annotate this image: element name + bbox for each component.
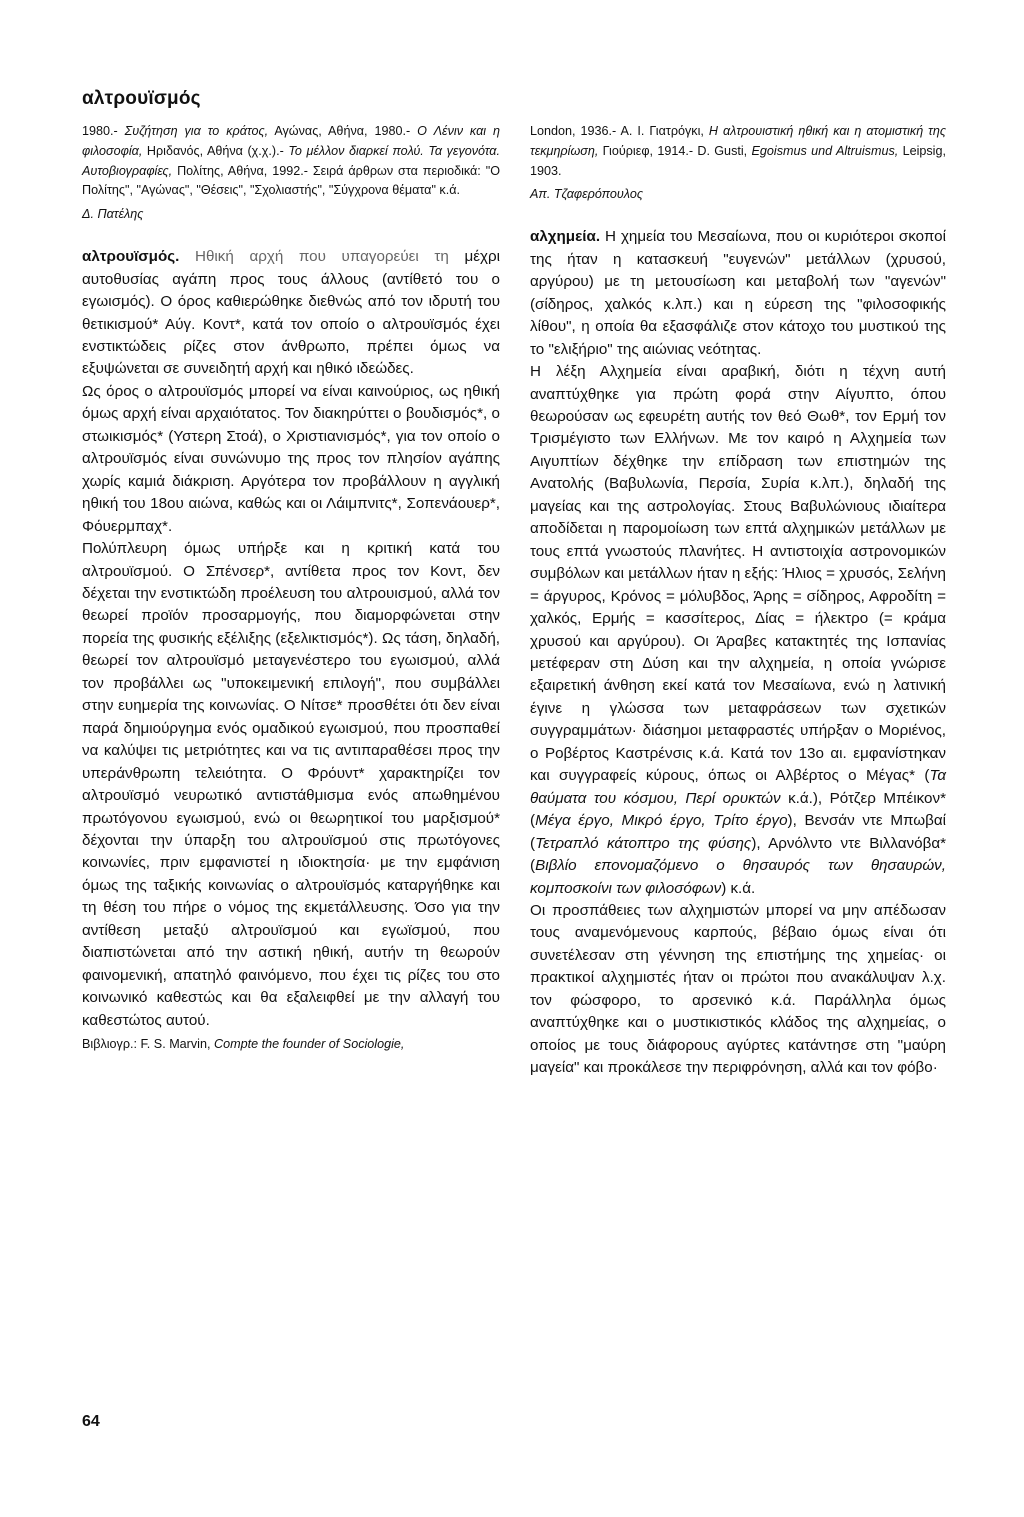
- text-run: ) κ.ά.: [721, 879, 756, 897]
- italic-title: Τετραπλό κάτοπτρο της φύσης: [535, 834, 752, 852]
- right-column: [530, 122, 946, 1080]
- bibliography: [82, 1034, 500, 1054]
- entry-paragraph: Ως όρος ο αλτρουϊσμός μπορεί να είναι καινούριος, ως ηθική όμως αρχή είναι αρχαιότατος. Τον διακηρύττει ο βουδισμός*, ο στωικισμός* (Υστερη Στοά), ο Χριστιανισμός*, για τον οποίο ο αλτρουϊσμός είναι συνώνυμο της προς τον πλησίον αγάπης χωρίς καμιά διάκριση. Αργότερα τον προβάλλουν η αγγλική ηθική του 18ου αιώνα, καθώς και οι Λάιμπνιτς*, Σοπενάουερ*, Φόυερμπαχ*.: [82, 382, 500, 535]
- entry-paragraph-text: Η λέξη Αλχημεία είναι αραβική, διότι η τέχνη αυτή αναπτύχθηκε για πρώτη φορά στην Αίγυπτο, όπου θεωρούσαν ως εφευρέτη αυτής τον θεό Θωθ*, τον Ερμή τον Τρισμέγιστο των Ελλήνων. Με τον καιρό η Αλχημεία των Αιγυπτίων δέχθηκε την επίδραση των επιστημών της Ανατολής (Βαβυλωνία, Περσία, Συρία κ.λπ.), δηλαδή της μαγείας και της αστρολογίας. Στους Βαβυλώνιους ιδιαίτερα αποδίδεται η παρομοίωση των επτά αλχημικών μετάλλων με τους επτά γνωστούς πλανήτες. Η αντιστοιχία αστρονομικών συμβόλων και μετάλλων ήταν η εξής: Ήλιος = χρυσός, Σελήνη = άργυρος, Κρόνος = μόλυβδος, Άρης = σίδηρος, Αφροδίτη = χαλκός, Ερμής = κασσίτερος, Δίας = ήλεκτρο (= κράμα χρυσού και αργύρου). Οι Άραβες κατακτητές της Ισπανίας μετέφεραν στη Δύση και την αλχημεία, η οποία γνώρισε εξαιρετική άνθηση εκεί κατά τον Μεσαίωνα, ενώ η λατινική έγινε η γλώσσα των μεταφράσεων των σχετικών συγγραμμάτων· διάσημοι μεταφραστές υπήρξαν ο Μοριένος, ο Ροβέρτος Καστρένσις κ.ά. Κατά τον 13ο αι. εμφανίστηκαν και συγγραφείς κύρους, όπως οι Αλβέρτος ο Μέγας* (: [530, 363, 946, 785]
- entry-paragraph: [530, 361, 946, 900]
- italic-title: Τα θαύματα του κόσμου, Περί ορυκτών: [530, 767, 946, 807]
- page-header-title: αλτρουϊσμός: [82, 88, 201, 109]
- text-run: Γιούριεφ, 1914.- D. Gusti,: [598, 143, 752, 158]
- author-signature: Απ. Τζαφερόπουλος: [530, 187, 643, 202]
- entry-paragraph: Οι προσπάθειες των αλχημιστών μπορεί να μην απέδωσαν τους αναμενόμενους καρπούς, βέβαιο όμως είναι ότι συνετέλεσαν στη γέννηση της επιστήμης της χημείας· οι πρακτικοί αλχημιστές ήταν οι πρώτοι που ανακάλυψαν λ.χ. τον φώσφορο, το αρσενικό κ.ά. Παράλληλα όμως αναπτύχθηκε και ο μυστικιστικός κλάδος της αλχημείας, ο οποίος με τους διάφορους αγύρτες κατάντησε στη "μαύρη μαγεία" και προκάλεσε την περιφρόνηση, αλλά και τον φόβο·: [530, 901, 946, 1077]
- text-run: 1980.-: [82, 124, 125, 138]
- italic-title: Compte the founder of Sociologie,: [213, 1037, 405, 1052]
- entry-lemma: αλτρουϊσμός.: [82, 248, 180, 266]
- italic-title: Μέγα έργο, Μικρό έργο, Τρίτο έργο: [535, 812, 788, 830]
- italic-title: Egoismus und Altruismus,: [751, 143, 899, 158]
- right-references: [530, 122, 946, 181]
- entry-paragraph-continuation: [530, 767, 946, 896]
- text-run: Αγώνας, Αθήνα, 1980.-: [268, 124, 418, 138]
- text-run: Ηριδανός, Αθήνα (χ.χ.).-: [142, 143, 289, 158]
- italic-title: Συζήτηση για το κράτος,: [124, 124, 269, 138]
- italic-title: Η αλτρουιστική ηθική και η ατομιστική της τεκμηρίωση,: [530, 124, 947, 158]
- entry-altruism: [82, 246, 500, 381]
- text-run: London, 1936.- A. I. Γιατρόγκι,: [530, 124, 709, 138]
- entry-paragraph: Η χημεία του Μεσαίωνα, που οι κυριότεροι σκοποί της ήταν η κατασκευή "ευγενών" μετάλλων (χρυσού, αργύρου) με τη μετουσίωση και μεταβολή των "αγενών" (σίδηρος, χαλκός κ.λπ.) και η εύρεση της "φιλοσοφικής λίθου", η οποία θα εξασφάλιζε στον κάτοχο του μυστικού της το "ελιξήριο" της αιώνιας νεότητας.: [530, 228, 946, 358]
- entry-paragraph: μέχρι αυτοθυσίας αγάπη προς τους άλλους (αντίθετό του ο εγωισμός). Ο όρος καθιερώθηκε διεθνώς από τον ιδρυτή του θετικισμού* Αύγ. Κοντ*, κατά τον οποίο ο αλτρουϊσμός έχει ενστικτώδεις ρίζες στον άνθρωπο, πρέπει όμως να εξυψώνεται σε συνειδητή αρχή και ηθικό ιδεώδες.: [82, 248, 500, 378]
- left-column: [82, 122, 500, 1054]
- text-run: ), Αρνόλντο ντε Βιλλανόβα* (: [530, 834, 947, 875]
- text-run: ), Βενσάν ντε Μπωβαί (: [530, 812, 946, 852]
- entry-paragraph: Πολύπλευρη όμως υπήρξε και η κριτική κατά του αλτρουϊσμού. Ο Σπένσερ*, αντίθετα προς τον Κοντ, δεν δέχεται την ενστικτώδη προέλευση του αλτρουισμού, αλλά τον θεωρεί προϊόν προσαρμογής, που διαμορφώνεται στην πορεία της φυσικής εξέλιξης (εξελικτισμός*). Ως τάση, δηλαδή, θεωρεί τον αλτρουϊσμό μεταγενέστερο του εγωισμού, αλλά τον προβάλλει ως "υποκειμενική επιλογή", που συμβάλλει στην ευημερία της κοινωνίας. Ο Νίτσε* προσθέτει ότι δεν είναι παρά δημιούργημα ενός ομαδικού εγωισμού, που προσπαθεί να καλύψει τις μετριότητες και να τις αντιπαραθέσει προς την υπεράνθρωπη τελειότητα. Ο Φρόυντ* χαρακτηρίζει τον αλτρουϊσμό νευρωτικό αντιστάθμισμα ενός απωθημένου πρωτόγονου εγωισμού, ενώ οι θεωρητικοί του μαρξισμού* δέχονται την ύπαρξη του αλτρουϊσμού στις πρωτόγονες κοινωνίες, πριν εμφανιστεί η ιδιοκτησία· με την εμφάνιση όμως της ταξικής κοινωνίας ο αλτρουϊσμός καταργήθηκε και τη θέση του πήρε ο νόμος της εκμετάλλευσης. Όσο για την αντίθεση μεταξύ αλτρουϊσμού και εγωϊσμού, που διαπιστώνεται από την αστική ηθική, αυτήν τη θεωρούν φαινομενική, απατηλό φαινόμενο, που έχει τις ρίζες του στο κοινωνικό καθεστώς και θα εξαλειφθεί με την αλλαγή του καθεστώτος αυτού.: [82, 540, 500, 1029]
- entry-alchemy: [530, 226, 946, 361]
- text-run: Πολίτης, Αθήνα, 1992.- Σειρά άρθρων στα περιοδικά: "Ο Πολίτης", "Αγώνας", "Θέσεις", "Σχολιαστής", "Σύγχρονα θέματα" κ.ά.: [82, 163, 500, 198]
- text-run: Βιβλιογρ.: F. S. Marvin,: [82, 1037, 214, 1052]
- author-signature: Δ. Πατέλης: [82, 207, 144, 222]
- page-number: 64: [82, 1413, 100, 1430]
- italic-title: Βιβλίο επονομαζόμενο ο θησαυρός των θησαυρών, κομποσκοίνι των φιλοσόφων: [530, 857, 946, 897]
- entry-first-words: Ηθική αρχή που υπαγορεύει τη: [179, 248, 449, 266]
- italic-title: Το μέλλον διαρκεί πολύ. Τα γεγονότα. Αυτοβιογραφίες,: [82, 143, 500, 178]
- left-references: [82, 122, 500, 201]
- text-run: κ.ά.), Ρότζερ Μπέικον* (: [530, 789, 946, 830]
- italic-title: Ο Λένιν και η φιλοσοφία,: [82, 124, 501, 158]
- entry-lemma: αλχημεία.: [530, 228, 601, 246]
- text-run: Leipsig, 1903.: [530, 143, 946, 178]
